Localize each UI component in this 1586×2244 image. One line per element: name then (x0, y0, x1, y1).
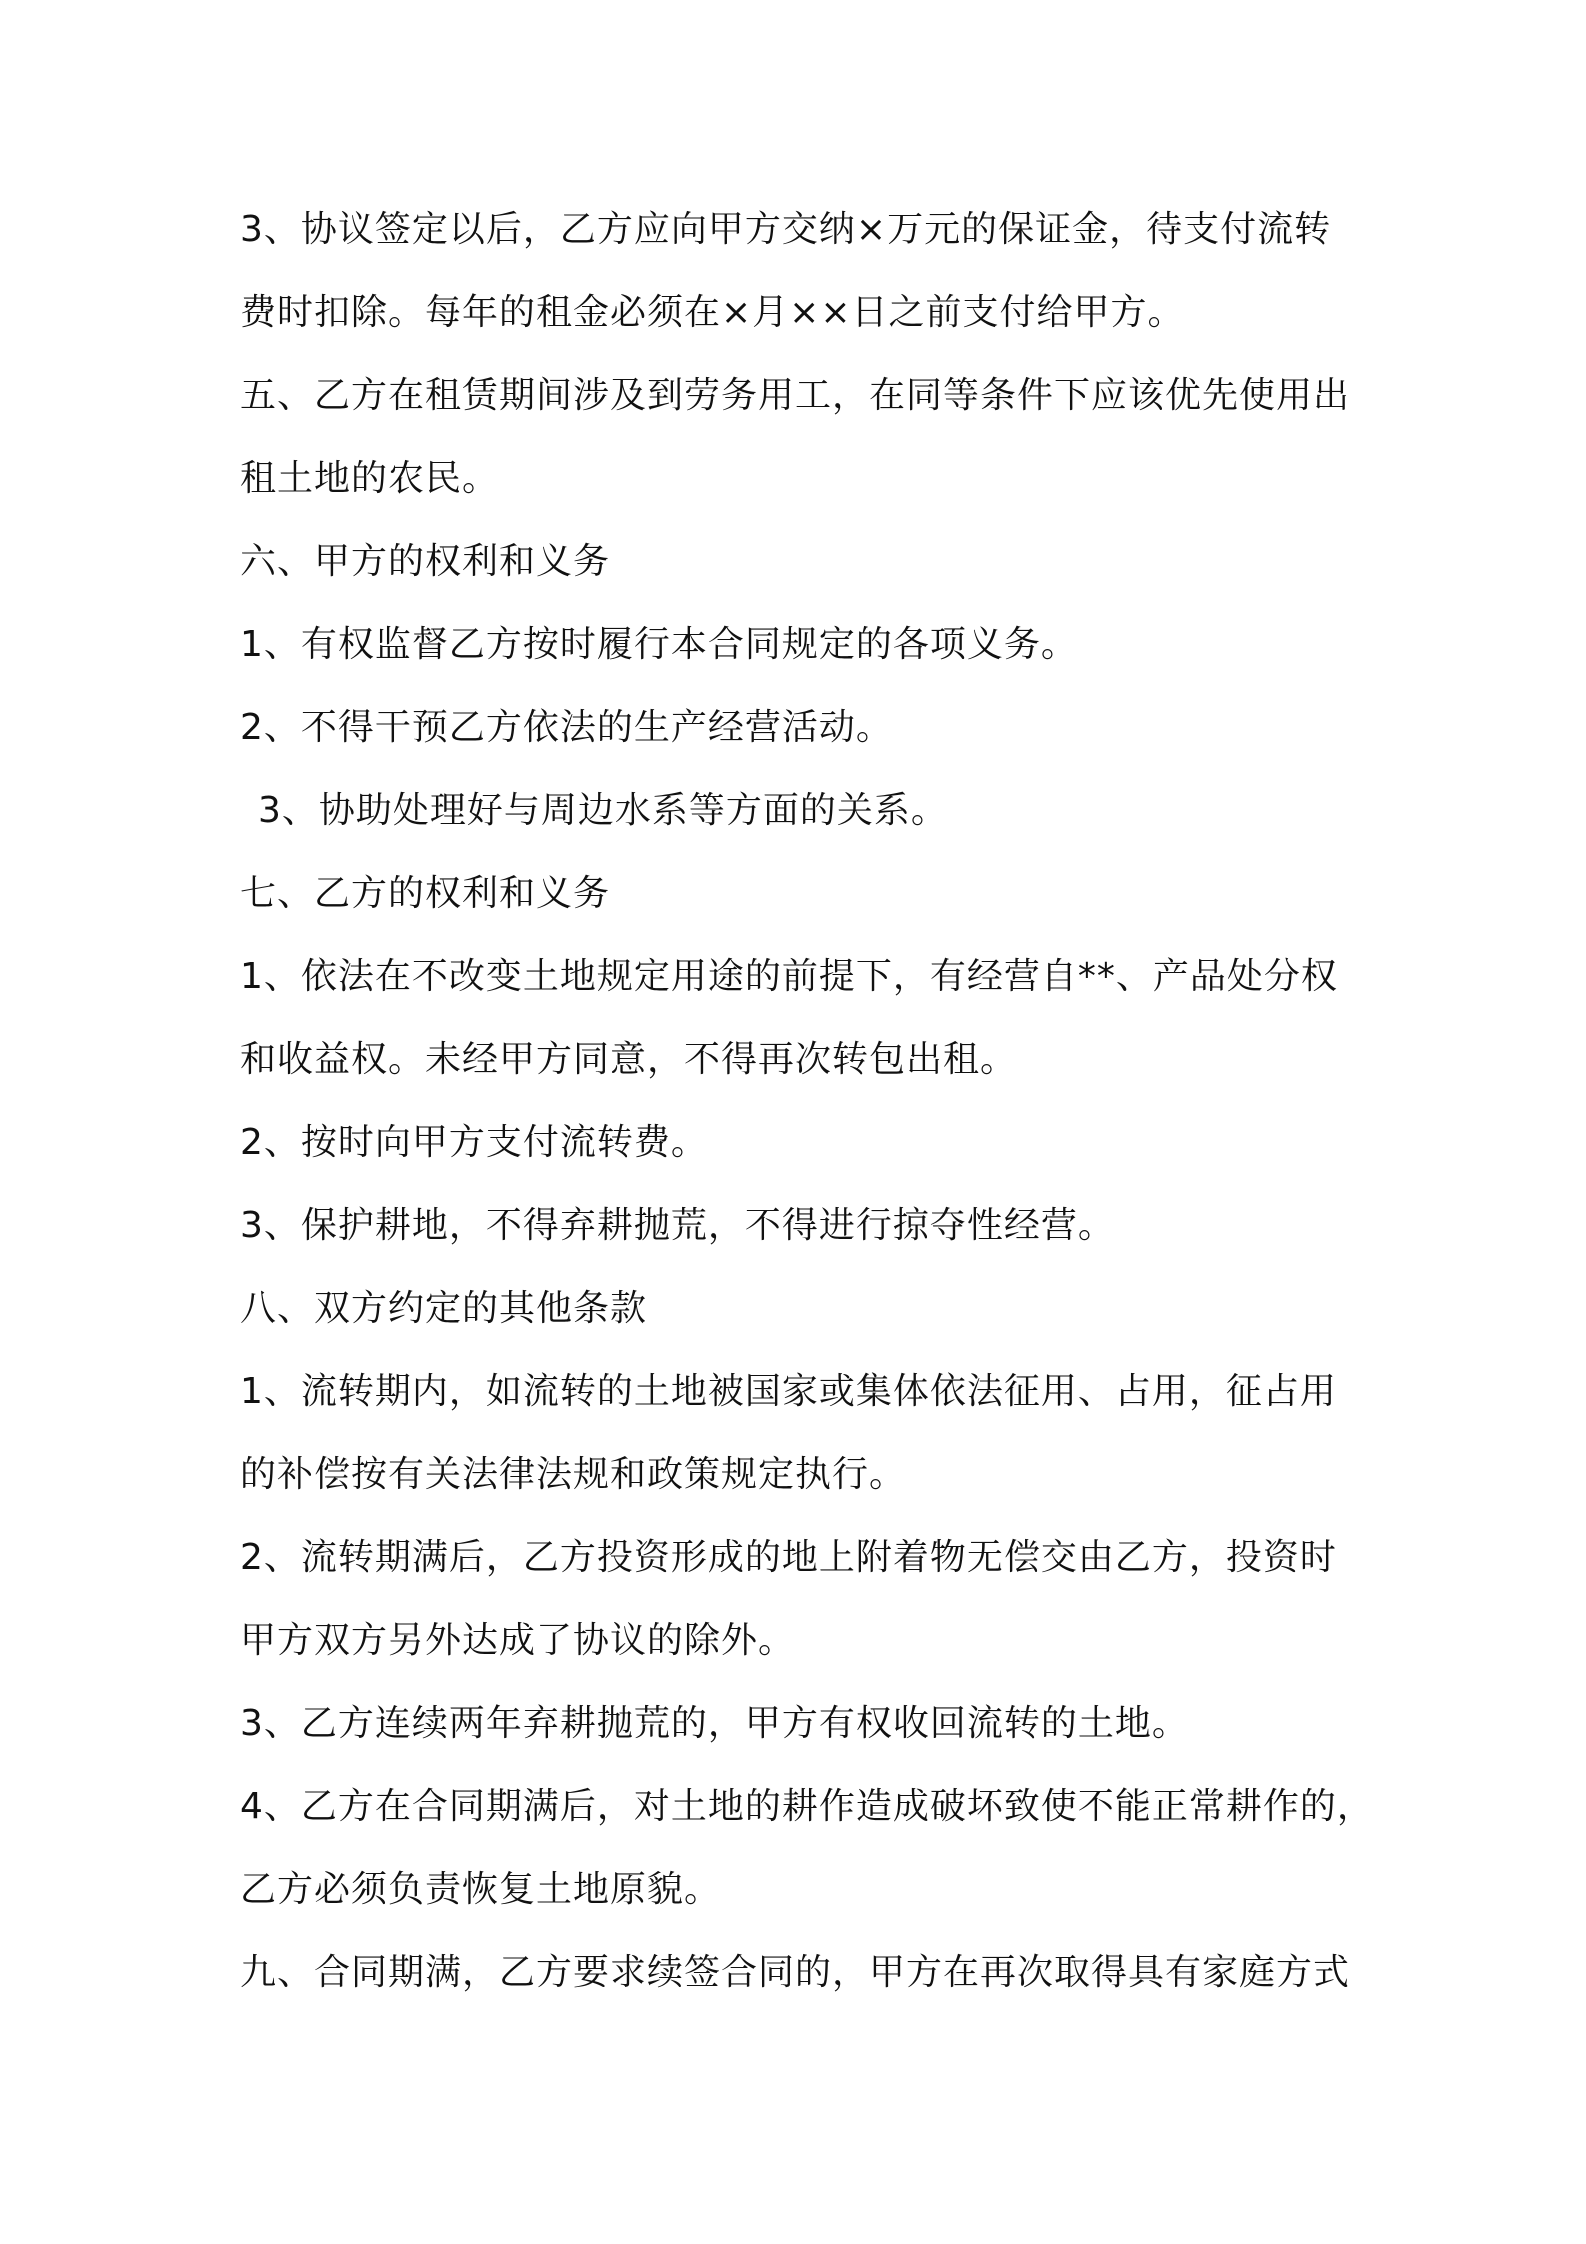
text-line: 的补偿按有关法律法规和政策规定执行。 (240, 1454, 907, 1495)
text-line: 和收益权。未经甲方同意，不得再次转包出租。 (240, 1039, 1018, 1080)
text-line: 4、乙方在合同期满后，对土地的耕作造成破坏致使不能正常耕作的， (240, 1786, 1374, 1827)
section-heading: 六、甲方的权利和义务 (240, 541, 611, 582)
text-line: 3、保护耕地，不得弃耕抛荒，不得进行掠夺性经营。 (240, 1205, 1115, 1246)
text-line: 1、流转期内，如流转的土地被国家或集体依法征用、占用，征占用 (240, 1371, 1337, 1412)
text-line: 五、乙方在租赁期间涉及到劳务用工，在同等条件下应该优先使用出 (240, 375, 1351, 416)
text-line: 九、合同期满，乙方要求续签合同的，甲方在再次取得具有家庭方式 (240, 1952, 1351, 1993)
text-line: 1、依法在不改变土地规定用途的前提下，有经营自**、产品处分权 (240, 956, 1338, 997)
text-line: 3、协议签定以后，乙方应向甲方交纳×万元的保证金，待支付流转 (240, 209, 1332, 250)
text-line: 3、协助处理好与周边水系等方面的关系。 (258, 790, 948, 831)
text-line: 2、不得干预乙方依法的生产经营活动。 (240, 707, 893, 748)
text-line: 乙方必须负责恢复土地原貌。 (240, 1869, 722, 1910)
text-line: 2、按时向甲方支付流转费。 (240, 1122, 708, 1163)
section-heading: 七、乙方的权利和义务 (240, 873, 611, 914)
text-line: 甲方双方另外达成了协议的除外。 (240, 1620, 796, 1661)
text-line: 1、有权监督乙方按时履行本合同规定的各项义务。 (240, 624, 1078, 665)
text-line: 3、乙方连续两年弃耕抛荒的，甲方有权收回流转的土地。 (240, 1703, 1189, 1744)
text-line: 费时扣除。每年的租金必须在×月××日之前支付给甲方。 (240, 292, 1185, 333)
text-line: 2、流转期满后，乙方投资形成的地上附着物无偿交由乙方，投资时 (240, 1537, 1337, 1578)
section-heading: 八、双方约定的其他条款 (240, 1288, 648, 1329)
text-line: 租土地的农民。 (240, 458, 500, 499)
